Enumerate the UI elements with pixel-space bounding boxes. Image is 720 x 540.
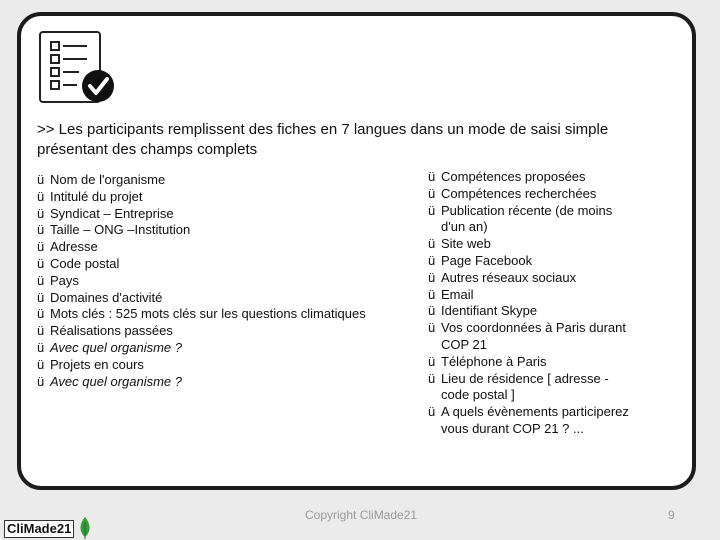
checkmark-bullet-icon: ü — [37, 306, 45, 322]
list-item — [37, 290, 366, 307]
checkmark-bullet-icon: ü — [428, 353, 436, 369]
list-item — [37, 340, 366, 357]
leaf-icon — [78, 516, 92, 540]
list-item-label: Taille – ONG –Institution — [50, 222, 191, 238]
list-item-label: Téléphone à Paris — [441, 353, 547, 369]
list-item-label: Code postal — [50, 255, 120, 271]
checkmark-bullet-icon: ü — [37, 339, 45, 355]
checkmark-bullet-icon: ü — [37, 205, 45, 221]
list-item-label: Site web — [441, 236, 491, 252]
list-item-label: Vos coordonnées à Paris durant — [441, 320, 627, 336]
list-item — [37, 357, 366, 374]
checkmark-bullet-icon: ü — [37, 373, 45, 389]
checkmark-bullet-icon: ü — [37, 172, 45, 187]
list-item-label: Adresse — [50, 239, 98, 255]
checkmark-bullet-icon: ü — [428, 236, 436, 252]
list-item-label: Publication récente (de moins — [441, 202, 613, 218]
list-item — [37, 239, 366, 256]
intro-text: >> Les participants remplissent des fiches en 7 langues dans un mode de saisi simple présentant des champs complets — [37, 121, 609, 158]
list-item — [428, 169, 629, 186]
copyright-text: Copyright CliMade21 — [305, 508, 418, 522]
list-item — [428, 404, 629, 438]
checkmark-bullet-icon: ü — [428, 252, 436, 268]
list-item — [37, 374, 366, 391]
list-item — [37, 189, 366, 206]
list-item — [428, 287, 629, 304]
list-item-label: Projets en cours — [50, 356, 144, 372]
list-item — [428, 354, 629, 371]
checkmark-bullet-icon: ü — [428, 303, 436, 319]
checkmark-bullet-icon: ü — [428, 185, 436, 201]
list-item — [37, 256, 366, 273]
checkmark-bullet-icon: ü — [37, 255, 45, 271]
list-item — [37, 323, 366, 340]
list-item-label: Avec quel organisme ? — [50, 373, 183, 389]
checkmark-bullet-icon: ü — [37, 356, 45, 372]
checkmark-bullet-icon: ü — [428, 370, 436, 386]
list-item-label: code postal ] — [441, 387, 515, 403]
checkmark-bullet-icon: ü — [428, 169, 436, 184]
list-item-label: Compétences recherchées — [441, 185, 597, 201]
checkmark-bullet-icon: ü — [37, 272, 45, 288]
list-item-label: Page Facebook — [441, 252, 533, 268]
checkmark-bullet-icon: ü — [37, 323, 45, 339]
list-item-label: Mots clés : 525 mots clés sur les questions climatiques — [50, 306, 366, 322]
list-item-label: Syndicat – Entreprise — [50, 205, 174, 221]
list-item-label: Pays — [50, 272, 79, 288]
page-number: 9 — [668, 508, 675, 522]
list-item-label: Lieu de résidence [ adresse - — [441, 370, 609, 386]
list-item-label: Compétences proposées — [441, 169, 586, 184]
checkmark-bullet-icon: ü — [37, 289, 45, 305]
list-item — [37, 222, 366, 239]
list-item — [428, 236, 629, 253]
climade21-logo: CliMade21 — [4, 520, 74, 538]
list-item-label: vous durant COP 21 ? ... — [441, 420, 584, 436]
checkmark-bullet-icon: ü — [37, 188, 45, 204]
list-item-label: Email — [441, 286, 474, 302]
list-item-label: Nom de l'organisme — [50, 172, 166, 187]
list-item — [37, 172, 366, 189]
list-item — [428, 320, 629, 354]
left-field-list — [37, 172, 366, 390]
right-field-list — [428, 169, 629, 438]
list-item-label: COP 21 — [441, 336, 488, 352]
list-item-label: Domaines d'activité — [50, 289, 163, 305]
list-item-label: Autres réseaux sociaux — [441, 269, 577, 285]
list-item-label: d'un an) — [441, 219, 488, 235]
list-item-label: Avec quel organisme ? — [50, 339, 183, 355]
list-item — [37, 306, 366, 323]
checkmark-bullet-icon: ü — [428, 320, 436, 336]
list-item-label: A quels évènements participerez — [441, 404, 629, 420]
checkmark-bullet-icon: ü — [428, 404, 436, 420]
checkmark-bullet-icon: ü — [428, 202, 436, 218]
checkmark-bullet-icon: ü — [428, 269, 436, 285]
list-item — [428, 203, 629, 237]
list-item-label: Réalisations passées — [50, 323, 173, 339]
checkmark-bullet-icon: ü — [37, 239, 45, 255]
list-item — [37, 273, 366, 290]
checklist-icon — [37, 30, 117, 106]
list-item — [428, 253, 629, 270]
list-item-label: Intitulé du projet — [50, 188, 143, 204]
checkmark-bullet-icon: ü — [428, 286, 436, 302]
list-item — [428, 186, 629, 203]
list-item — [428, 303, 629, 320]
checkmark-bullet-icon: ü — [37, 222, 45, 238]
list-item — [428, 371, 629, 405]
list-item — [428, 270, 629, 287]
list-item — [37, 206, 366, 223]
list-item-label: Identifiant Skype — [441, 303, 538, 319]
